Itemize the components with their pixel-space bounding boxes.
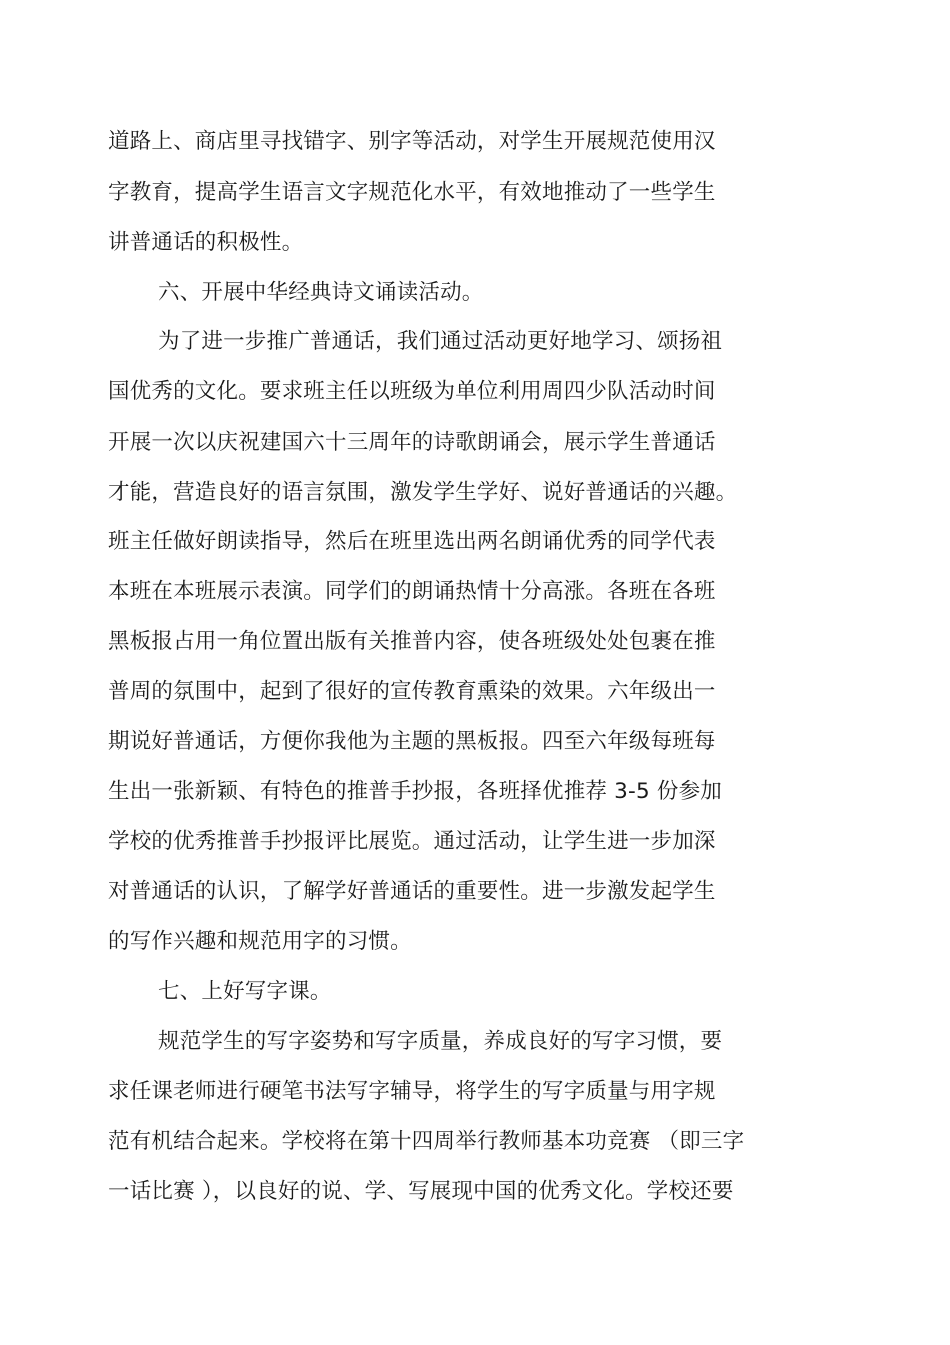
text-line: 道路上、商店里寻找错字、别字等活动，对学生开展规范使用汉 (108, 129, 716, 154)
text-line: 本班在本班展示表演。同学们的朗诵热情十分高涨。各班在各班 (108, 579, 716, 604)
text-line: 普周的氛围中，起到了很好的宣传教育熏染的效果。六年级出一 (108, 679, 716, 704)
text-line: 国优秀的文化。要求班主任以班级为单位利用周四少队活动时间 (108, 379, 716, 404)
text-line: 讲普通话的积极性。 (108, 230, 304, 255)
text-line: 对普通话的认识，了解学好普通话的重要性。进一步激发起学生 (108, 879, 716, 904)
text-line: 才能，营造良好的语言氛围，激发学生学好、说好普通话的兴趣。 (108, 480, 738, 505)
text-line: 的写作兴趣和规范用字的习惯。 (108, 929, 412, 954)
text-line: 开展一次以庆祝建国六十三周年的诗歌朗诵会，展示学生普通话 (108, 430, 716, 455)
text-line: 求任课老师进行硬笔书法写字辅导，将学生的写字质量与用字规 (108, 1079, 716, 1104)
section-heading-7: 七、上好写字课。 (158, 979, 332, 1004)
text-line: 规范学生的写字姿势和写字质量，养成良好的写字习惯，要 (158, 1029, 723, 1054)
text-line: 班主任做好朗读指导，然后在班里选出两名朗诵优秀的同学代表 (108, 529, 716, 554)
text-line: 为了进一步推广普通话，我们通过活动更好地学习、颂扬祖 (158, 329, 723, 354)
text-line: 学校的优秀推普手抄报评比展览。通过活动，让学生进一步加深 (108, 829, 716, 854)
text-line: 范有机结合起来。学校将在第十四周举行教师基本功竞赛 （即三字 (108, 1129, 745, 1154)
text-line: 一话比赛 ），以良好的说、学、写展现中国的优秀文化。学校还要 (108, 1179, 734, 1204)
text-line: 字教育，提高学生语言文字规范化水平，有效地推动了一些学生 (108, 180, 716, 205)
section-heading-6: 六、开展中华经典诗文诵读活动。 (158, 280, 484, 305)
text-line: 期说好普通话，方便你我他为主题的黑板报。四至六年级每班每 (108, 729, 716, 754)
text-line: 黑板报占用一角位置出版有关推普内容，使各班级处处包裹在推 (108, 629, 716, 654)
text-line: 生出一张新颖、有特色的推普手抄报，各班择优推荐 3-5 份参加 (108, 779, 722, 804)
